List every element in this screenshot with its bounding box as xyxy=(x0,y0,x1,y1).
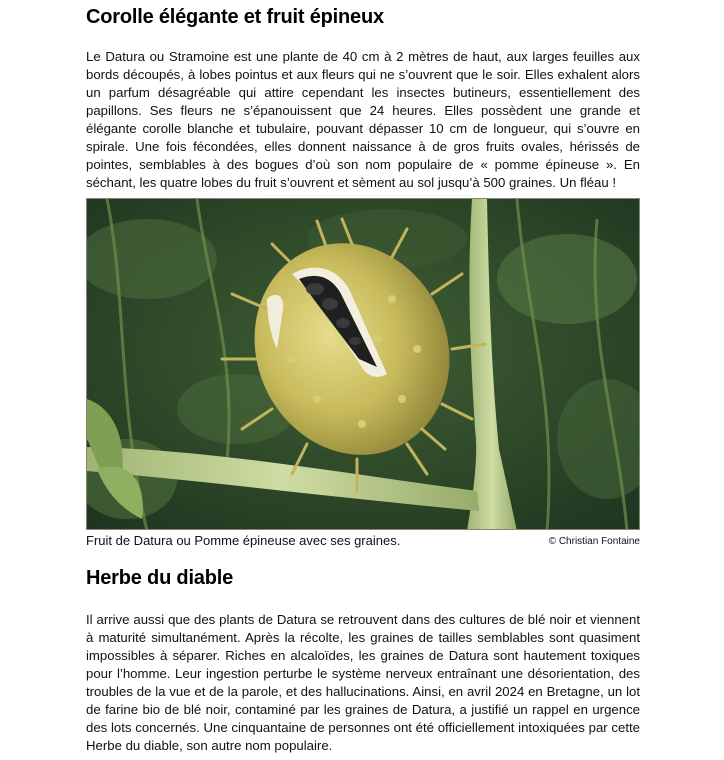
section-title-herbe-du-diable: Herbe du diable xyxy=(86,567,234,589)
paragraph-herbe-du-diable: Il arrive aussi que des plants de Datura se retrouvent dans des cultures de blé noir et viennent à maturité simultanément. Après la récolte, les graines de tailles semblables sont quasiment impossibles à séparer. Riches en alcaloïdes, les graines de Datura sont hautement toxiques pour l’homme. Leur ingestion perturbe le système nerveux entraînant une désorientation, des troubles de la vue et de la parole, et des hallucinations. Ainsi, en avril 2024 en Bretagne, un lot de farine bio de blé noir, contaminé par les graines de Datura, a justifié un rappel en urgence des lots concernés. Une cinquantaine de personnes ont été officiellement intoxiquées par cette Herbe du diable, son autre nom populaire. xyxy=(86,612,640,753)
figure-caption: Fruit de Datura ou Pomme épineuse avec ses graines. xyxy=(86,533,401,548)
photo-credit: © Christian Fontaine xyxy=(548,536,640,547)
datura-fruit-photo xyxy=(86,198,640,530)
section-title-corolle: Corolle élégante et fruit épineux xyxy=(86,6,384,28)
paragraph-corolle: Le Datura ou Stramoine est une plante de 40 cm à 2 mètres de haut, aux larges feuilles aux bords découpés, à lobes pointus et aux fleurs qui ne s’ouvrent que le soir. Elles exhalent alors un parfum désagréable qui attire cependant les insectes butineurs, essentiellement des papillons. Ses fleurs ne s’épanouissent que 24 heures. Elles possèdent une grande et élégante corolle blanche et tubulaire, pouvant dépasser 10 cm de longueur, qui s’ouvre en spirale. Une fois fécondées, elles donnent naissance à de gros fruits ovales, hérissés de pointes, semblables à des bogues d’où son nom populaire de « pomme épineuse ». En séchant, les quatre lobes du fruit s’ouvrent et sèment au sol jusqu’à 500 graines. Un fléau ! xyxy=(86,49,640,190)
datura-fruit-illustration xyxy=(87,199,640,530)
